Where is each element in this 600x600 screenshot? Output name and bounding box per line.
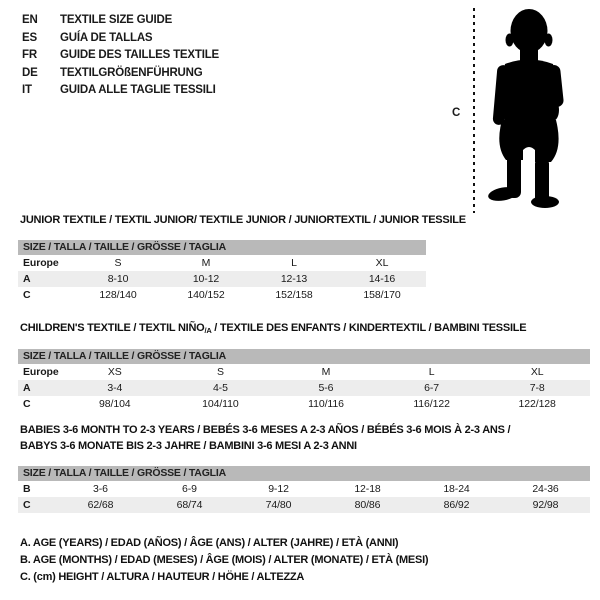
age-cell: 12-13 (280, 273, 308, 285)
language-code: DE (22, 66, 38, 79)
children-title-pre: CHILDREN'S TEXTILE / TEXTIL NIÑO (20, 322, 205, 334)
height-cell: 128/140 (99, 289, 137, 301)
height-cell: 86/92 (443, 499, 470, 511)
babies-section-title-line1: BABIES 3-6 MONTH TO 2-3 YEARS / BEBÉS 3-6 MESES A 2-3 AÑOS / BÉBÉS 3-6 MOIS À 2-3 ANS / (20, 424, 511, 436)
age-cell: 9-12 (268, 483, 289, 495)
size-cell: L (428, 366, 435, 378)
height-cell: 116/122 (413, 398, 450, 410)
size-cell: XL (530, 366, 544, 378)
row-label: C (23, 499, 31, 511)
age-cell: 3-6 (93, 483, 108, 495)
babies-section-title-line2: BABYS 3-6 MONATE BIS 2-3 JAHRE / BAMBINI 3-6 MESI A 2-3 ANNI (20, 440, 357, 452)
language-label: GUIDA ALLE TAGLIE TESSILI (60, 84, 216, 96)
language-label: GUIDE DES TAILLES TEXTILE (60, 49, 219, 61)
size-table-header: SIZE / TALLA / TAILLE / GRÖSSE / TAGLIA (18, 349, 590, 364)
height-cell: 152/158 (275, 289, 313, 301)
table-row (18, 481, 590, 497)
table-row (18, 396, 590, 412)
baby-silhouette-icon (486, 8, 566, 208)
height-cell: 98/104 (99, 398, 131, 410)
height-cell: 140/152 (187, 289, 225, 301)
language-label: GUÍA DE TALLAS (60, 31, 153, 44)
height-cell: 74/80 (265, 499, 292, 511)
height-cell: 122/128 (518, 398, 556, 410)
children-title-sub: /A (204, 326, 212, 335)
table-row (18, 287, 426, 303)
junior-size-table (18, 240, 426, 303)
age-cell: 5-6 (318, 382, 334, 394)
size-cell: S (216, 366, 224, 378)
language-row-fr (22, 47, 219, 65)
table-row (18, 271, 426, 287)
children-section-title (20, 322, 526, 335)
language-label: TEXTILE SIZE GUIDE (60, 14, 173, 26)
language-list (22, 12, 219, 100)
height-cell: 92/98 (532, 499, 559, 511)
junior-section-title: JUNIOR TEXTILE / TEXTIL JUNIOR/ TEXTILE JUNIOR / JUNIORTEXTIL / JUNIOR TESSILE (20, 214, 466, 226)
height-cell: 110/116 (308, 398, 344, 410)
row-label: B (23, 483, 31, 495)
age-cell: 7-8 (529, 382, 545, 394)
row-label: Europe (23, 366, 59, 378)
language-label: TEXTILGRÖßENFÜHRUNG (60, 66, 203, 79)
legend-line-height: C. (cm) HEIGHT / ALTURA / HAUTEUR / HÖHE / ALTEZZA (20, 571, 305, 583)
row-label: Europe (23, 257, 59, 269)
language-code: IT (22, 84, 32, 96)
age-cell: 6-9 (182, 483, 197, 495)
children-title-post: / TEXTILE DES ENFANTS / KINDERTEXTIL / BAMBINI TESSILE (211, 322, 527, 334)
age-cell: 3-4 (107, 382, 123, 394)
language-code: ES (22, 31, 37, 44)
row-label: A (23, 382, 31, 394)
size-table-header: SIZE / TALLA / TAILLE / GRÖSSE / TAGLIA (18, 466, 590, 481)
size-cell: XL (375, 257, 389, 269)
size-cell: M (321, 366, 331, 378)
children-size-table (18, 349, 590, 412)
size-cell: L (291, 257, 297, 269)
age-cell: 8-10 (107, 273, 129, 285)
size-cell: S (114, 257, 122, 269)
age-cell: 18-24 (443, 483, 470, 495)
language-row-es (22, 30, 219, 48)
table-row (18, 255, 426, 271)
height-cell: 68/74 (176, 499, 203, 511)
language-code: FR (22, 49, 37, 61)
height-cell: 80/86 (354, 499, 381, 511)
row-label: C (23, 398, 31, 410)
age-cell: 14-16 (368, 273, 396, 285)
table-row (18, 364, 590, 380)
language-row-it (22, 82, 219, 100)
legend-line-age-months: B. AGE (MONTHS) / EDAD (MESES) / ÂGE (MOIS) / ALTER (MONATE) / ETÀ (MESI) (20, 554, 429, 566)
size-cell: M (201, 257, 211, 269)
language-row-en (22, 12, 219, 30)
size-cell: XS (107, 366, 122, 378)
height-cell: 158/170 (363, 289, 401, 301)
age-cell: 4-5 (212, 382, 228, 394)
table-row (18, 380, 590, 396)
height-measure-dashed-line (473, 8, 475, 213)
size-table-header: SIZE / TALLA / TAILLE / GRÖSSE / TAGLIA (18, 240, 426, 255)
height-cell: 62/68 (87, 499, 114, 511)
babies-size-table (18, 466, 590, 513)
age-cell: 12-18 (354, 483, 381, 495)
language-row-de (22, 65, 219, 83)
height-cell: 104/110 (202, 398, 239, 410)
language-code: EN (22, 14, 38, 26)
age-cell: 10-12 (192, 273, 220, 285)
height-measure-label: C (452, 107, 461, 119)
table-row (18, 497, 590, 513)
age-cell: 24-36 (532, 483, 559, 495)
row-label: C (23, 289, 31, 301)
row-label: A (23, 273, 31, 285)
age-cell: 6-7 (424, 382, 440, 394)
legend-line-age-years: A. AGE (YEARS) / EDAD (AÑOS) / ÂGE (ANS) / ALTER (JAHRE) / ETÀ (ANNI) (20, 537, 399, 549)
